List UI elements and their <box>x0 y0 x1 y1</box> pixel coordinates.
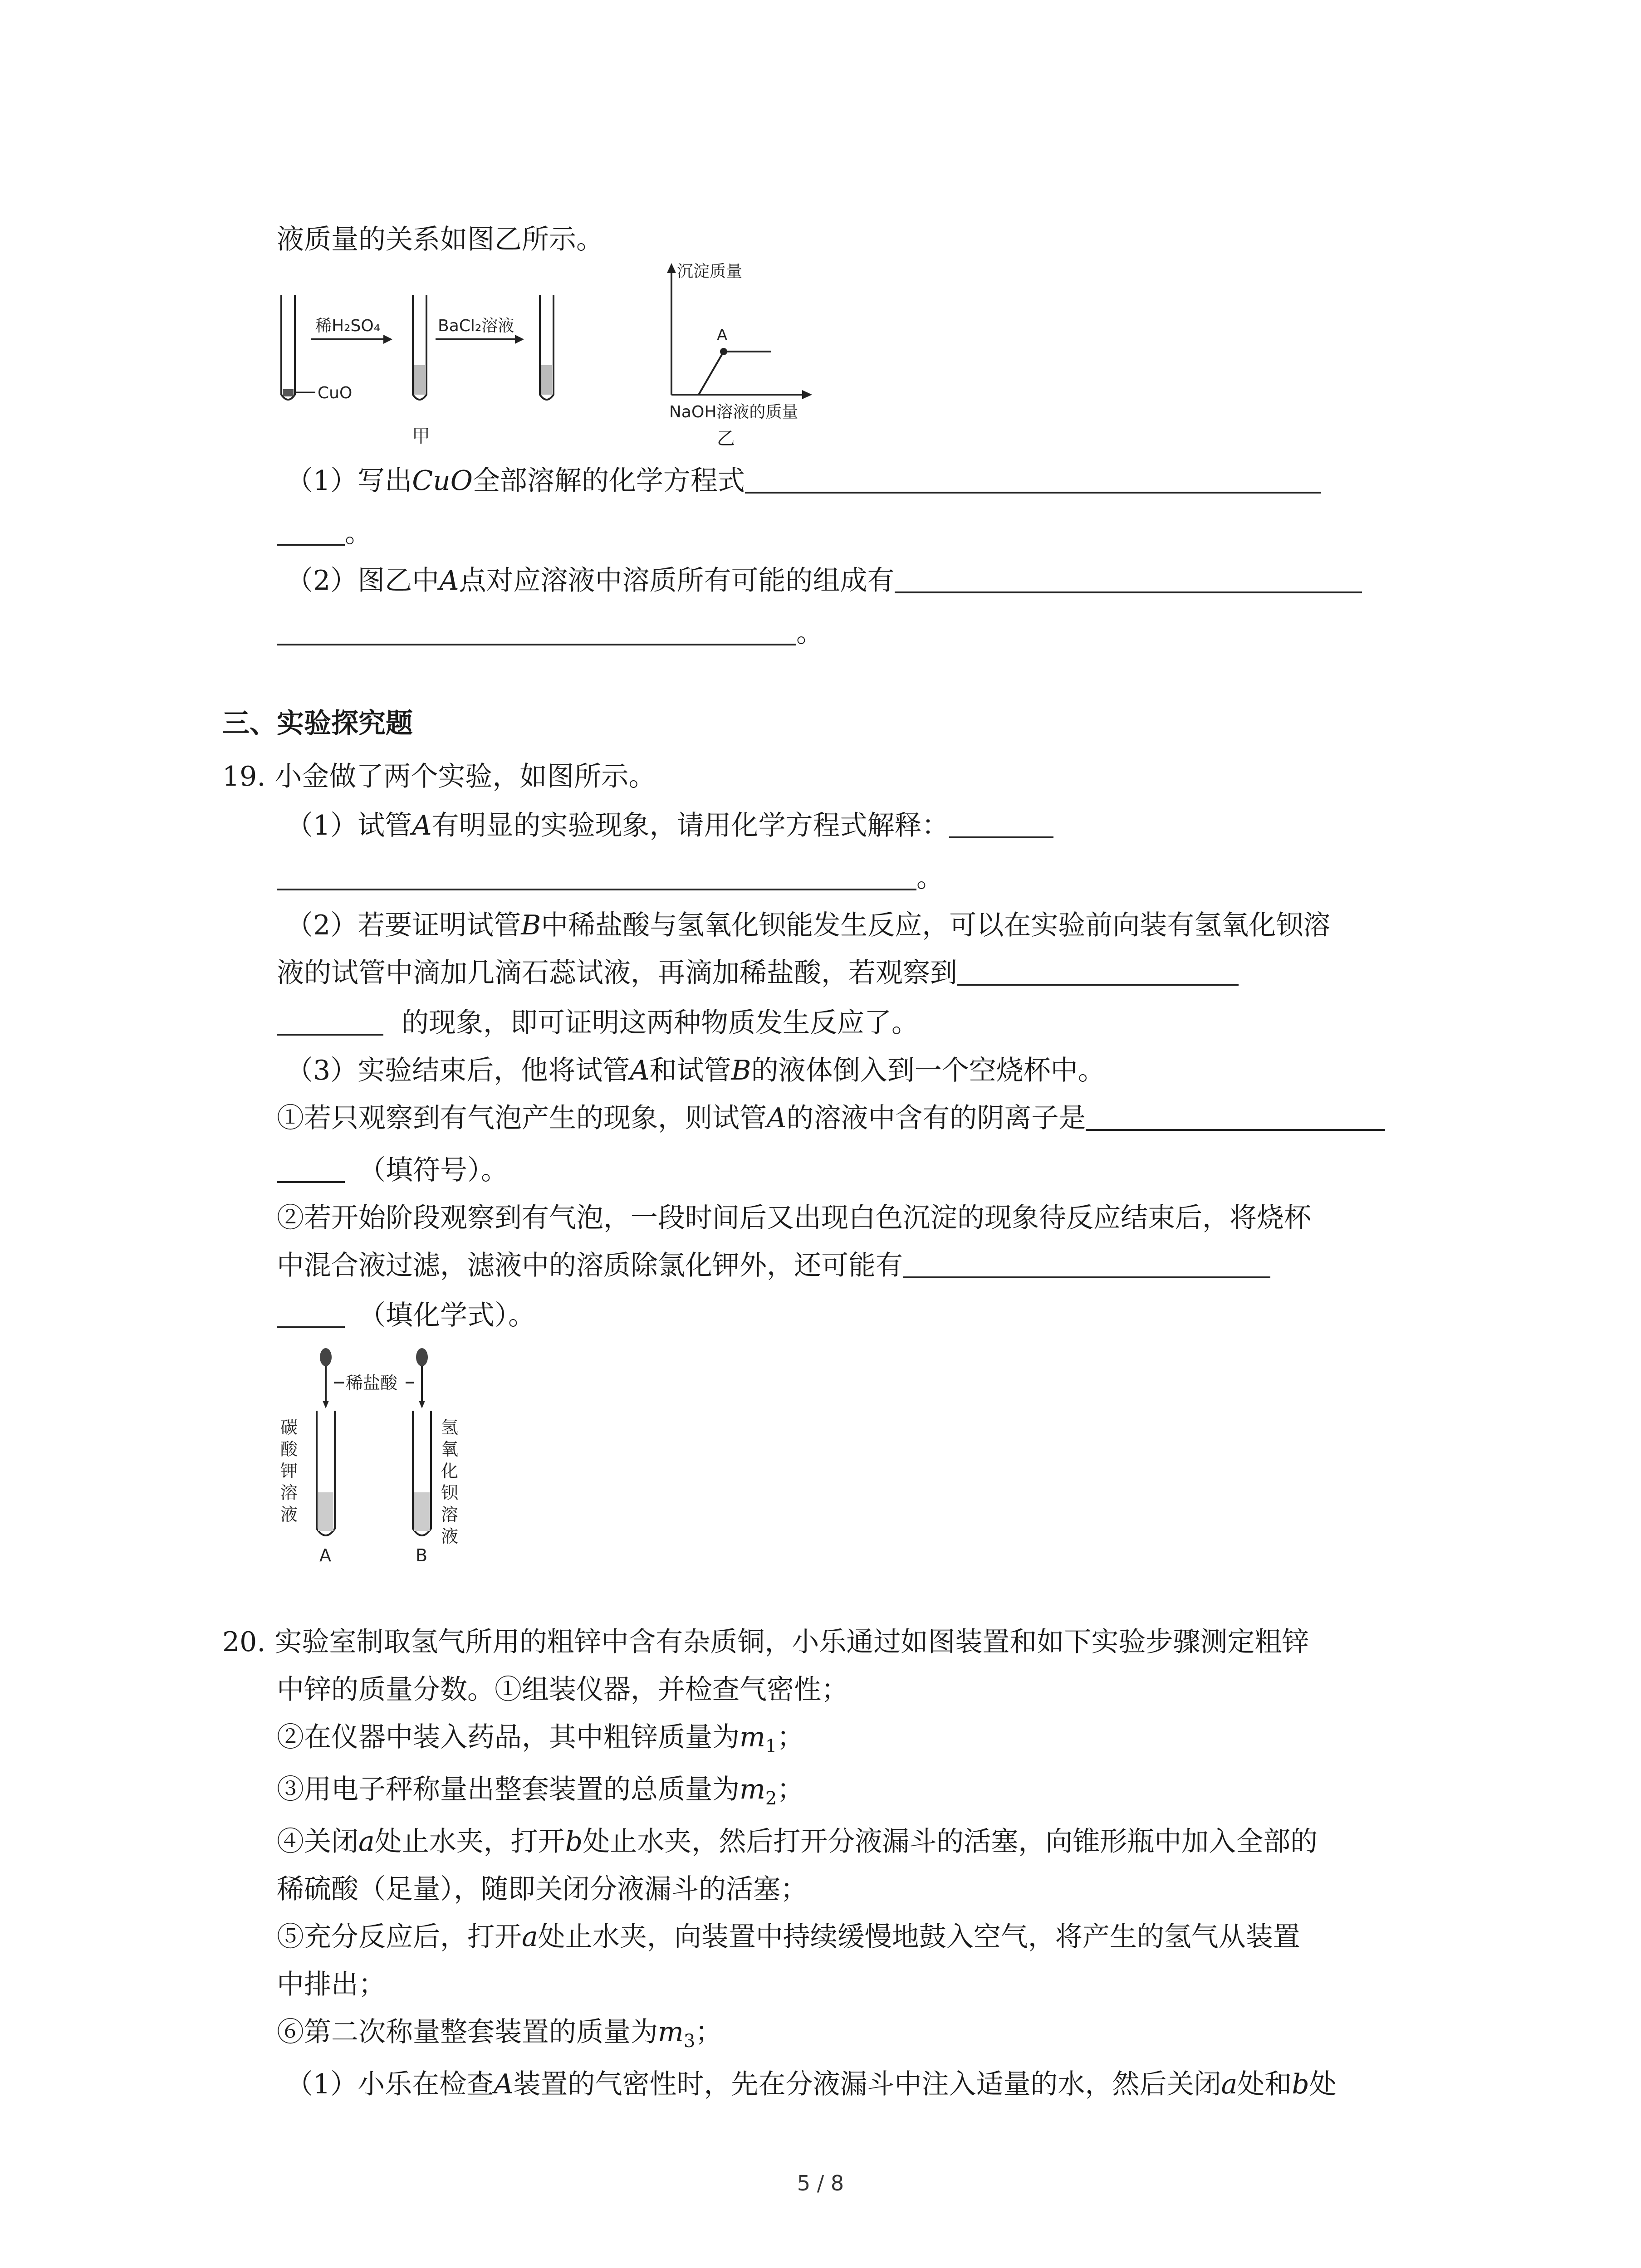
tube-b-label: B <box>416 1545 428 1565</box>
q19-part2-line1: （2）若要证明试管B中稀盐酸与氢氧化钡能发生反应，可以在实验前向装有氢氧化钡溶 <box>286 909 1331 941</box>
q19-part1-line: （1）试管A有明显的实验现象，请用化学方程式解释： <box>286 807 1053 844</box>
q18-part2-line: （2）图乙中A点对应溶液中溶质所有可能的组成有 <box>286 562 1362 599</box>
y-axis-label: 沉淀质量 <box>677 262 743 281</box>
fig-yi-caption: 乙 <box>717 428 735 449</box>
q18-part1-line: （1）写出CuO全部溶解的化学方程式 <box>286 463 1321 499</box>
tube-1 <box>281 295 295 400</box>
right-solution-label: 氢氧化钡溶液 <box>441 1418 459 1546</box>
q18-part1-line2: 。 <box>277 515 372 551</box>
q19-sub1-line: ①若只观察到有气泡产生的现象，则试管A的溶液中含有的阴离子是 <box>277 1100 1385 1136</box>
q19-number: 19. <box>222 761 266 792</box>
q18-part2-answer-blank-cont[interactable] <box>277 616 796 645</box>
q20-step5-line1: ⑤充分反应后，打开a处止水夹，向装置中持续缓慢地鼓入空气，将产生的氢气从装置 <box>277 1921 1300 1953</box>
q20-step3: ③用电子秤称量出整套装置的总质量为$m_2$； <box>277 1774 804 1809</box>
q18-part2-line2: 。 <box>277 615 823 651</box>
q20-part1-line: （1）小乐在检查A装置的气密性时，先在分液漏斗中注入适量的水，然后关闭a处和b处 <box>286 2068 1337 2100</box>
cuo-label: CuO <box>318 384 353 402</box>
q20-number: 20. <box>222 1626 266 1658</box>
q19-part2-line2: 液的试管中滴加几滴石蕊试液，再滴加稀盐酸，若观察到 <box>277 955 1239 991</box>
q19-figure <box>272 1343 526 1565</box>
q19-sub1-answer-blank-cont[interactable] <box>277 1153 345 1183</box>
dropper-left-bulb <box>320 1348 332 1366</box>
q19-part2-line3: 的现象，即可证明这两种物质发生反应了。 <box>277 1005 919 1041</box>
q19-stem-line: 19. 小金做了两个实验，如图所示。 <box>222 761 656 792</box>
q19-sub2-answer-blank-cont[interactable] <box>277 1298 345 1328</box>
q20-step5-line2: 中排出； <box>277 1969 386 2000</box>
q19-part1-answer-blank[interactable] <box>949 808 1053 838</box>
q18-part1-answer-blank-cont[interactable] <box>277 516 345 546</box>
q20-step2: ②在仪器中装入药品，其中粗锌质量为$m_1$； <box>277 1721 804 1757</box>
q20-step6: ⑥第二次称量整套装置的质量为$m_3$； <box>277 2016 723 2052</box>
q19-sub1-line2: （填符号）。 <box>277 1152 508 1188</box>
q19-part2-answer-blank[interactable] <box>957 956 1239 986</box>
q18-part1-answer-blank[interactable] <box>745 464 1321 494</box>
point-a-label: A <box>717 326 728 344</box>
section-3-heading: 三、实验探究题 <box>222 708 413 739</box>
q19-sub2-line1: ②若开始阶段观察到有气泡，一段时间后又出现白色沉淀的现象待反应结束后，将烧杯 <box>277 1202 1311 1234</box>
precipitate-curve <box>699 352 771 395</box>
q19-part1-answer-blank-cont[interactable] <box>277 860 916 890</box>
fig-jia-caption: 甲 <box>412 426 430 447</box>
figure-yi-graph <box>653 259 835 454</box>
q20-line1: 20. 实验室制取氢气所用的粗锌中含有杂质铜，小乐通过如图装置和如下实验步骤测定粗锌 <box>222 1626 1309 1658</box>
q19-sub2-answer-blank[interactable] <box>903 1248 1270 1278</box>
q18-part2-answer-blank[interactable] <box>895 563 1362 593</box>
tube-a-label: A <box>319 1545 331 1565</box>
dropper-right-bulb <box>416 1348 428 1366</box>
reagent-2-label: BaCl₂溶液 <box>438 317 514 335</box>
q19-sub2-line2: 中混合液过滤，滤液中的溶质除氯化钾外，还可能有 <box>277 1247 1270 1284</box>
q18-intro-line: 液质量的关系如图乙所示。 <box>277 224 603 255</box>
q19-part1-line2: 。 <box>277 860 944 896</box>
q20-line2: 中锌的质量分数。①组装仪器，并检查气密性； <box>277 1674 848 1706</box>
page-number: 5 / 8 <box>797 2171 844 2195</box>
q19-sub2-line3: （填化学式）。 <box>277 1297 535 1334</box>
acid-label: 稀盐酸 <box>346 1373 398 1393</box>
x-axis-label: NaOH溶液的质量 <box>669 403 798 421</box>
q20-step4-line2: 稀硫酸（足量），随即关闭分液漏斗的活塞； <box>277 1873 808 1905</box>
q19-part3-line: （3）实验结束后，他将试管A和试管B的液体倒入到一个空烧杯中。 <box>286 1055 1105 1086</box>
reagent-1-label: 稀H₂SO₄ <box>315 317 381 335</box>
left-solution-label: 碳酸钾溶液 <box>280 1418 298 1525</box>
q19-sub1-answer-blank[interactable] <box>1086 1101 1385 1131</box>
q20-step4-line1: ④关闭a处止水夹，打开b处止水夹，然后打开分液漏斗的活塞，向锥形瓶中加入全部的 <box>277 1826 1318 1857</box>
q19-part2-answer-blank-cont[interactable] <box>277 1006 383 1036</box>
point-a-marker <box>720 348 727 355</box>
figure-jia-test-tubes <box>272 281 599 463</box>
